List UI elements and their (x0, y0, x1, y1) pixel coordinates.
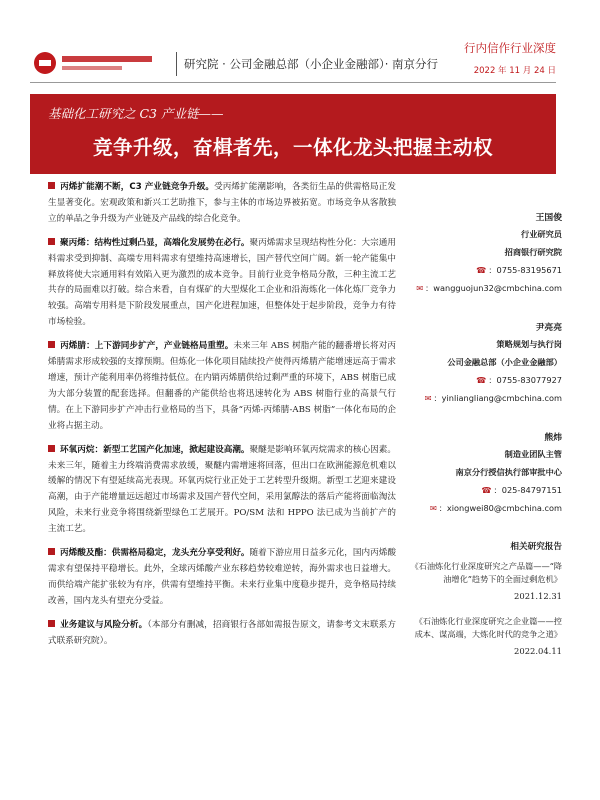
paragraph-lead: 环氧丙烷：新型工艺国产化加速，掀起建设高潮。 (60, 444, 250, 455)
cmb-logo (30, 48, 170, 78)
author-email[interactable]: ✉ ：wangguojun32@cmbchina.com (416, 283, 562, 293)
banner-subtitle: 基础化工研究之 C3 产业链—— (48, 106, 224, 121)
author-block (410, 320, 562, 404)
author-phone: ☎ ：0755-83077927 (476, 375, 562, 385)
main-content (48, 180, 396, 657)
report-date: 2022 年 11 月 24 日 (473, 66, 556, 76)
author-email[interactable]: ✉ ：yinliangliang@cmbchina.com (424, 393, 562, 403)
paragraph-text: 未来三年 ABS 树脂产能的翻番增长将对丙烯腈需求形成较强的支撑预期。但炼化一体化项目陆续投产使得丙烯腈产能增速远高于需求增速，预计产能利用率仍将维持低位。在内销丙烯腈供给过剩严重的环境下，ABS 树脂已成为大部分装置的配套选择。但翻番的产能供给也将迅速转化为 ABS 树脂行业的高景气行情。在上下游同步扩产冲击行业格局的当下，具备“丙烯-丙烯腈-ABS 树脂”一体化布局的企业将占据主动。 (48, 341, 396, 431)
bullet-icon (48, 341, 55, 348)
related-report-title: 《石油炼化行业深度研究之企业篇——控成本、谋高端，大炼化时代的竞争之道》 (414, 616, 562, 639)
phone-icon: ☎ (476, 375, 487, 385)
bullet-icon (48, 445, 55, 452)
email-icon: ✉ (416, 283, 424, 293)
bullet-icon (48, 238, 55, 245)
author-block (410, 210, 562, 294)
email-icon: ✉ (429, 503, 437, 513)
related-heading: 相关研究报告 (510, 542, 562, 552)
header-divider (176, 52, 177, 76)
header-department: 研究院 · 公司金融总部（小企业金融部）· 南京分行 (184, 57, 439, 71)
related-report-item[interactable] (410, 560, 562, 603)
header-right (464, 40, 556, 76)
related-reports (410, 540, 562, 670)
paragraph (48, 546, 396, 610)
related-report-item[interactable] (410, 615, 562, 658)
bullet-icon (48, 548, 55, 555)
email-icon: ✉ (424, 393, 432, 403)
paragraph (48, 618, 396, 650)
author-block (410, 430, 562, 514)
paragraph-text: 聚醚是影响环氧丙烷需求的核心因素。未来三年，随着主力终端消费需求放缓，聚醚内需增速将回落，但出口在欧洲能源危机难以缓解的情况下有望延续高光表现。环氧丙烷行业正处于工艺转型升级期。新型工艺迎来建设高潮，由于产能增量远远超过市场需求及国产替代空间，采用氯醇法的落后产能将面临淘汰风险，未来行业竞争将围绕新型绿色工艺展开。PO/SM 法和 HPPO 法已成为当前扩产的主流工艺。 (48, 444, 396, 535)
author-title: 行业研究员 (521, 229, 562, 239)
paragraph-text: 聚丙烯需求呈现结构性分化：大宗通用料需求受到抑制、高端专用料需求有望维持高速增长，国产替代空间广阔。新一轮产能集中释放将使大宗通用料有效陷入更为激烈的成本竞争。目前行业竞争格局分散，三种主流工艺共存的局面难以打破。综合来看，自有煤矿的大型煤化工企业和沿海炼化一体化炼厂竞争力较强。高端专用料是下阶段发展重点，国产化进程加速，但整体处于起步阶段，竞争力有待市场检验。 (48, 237, 396, 328)
paragraph-lead: 丙烯酸及酯：供需格局稳定，龙头充分享受利好。 (60, 548, 250, 559)
author-title: 策略规划与执行岗 (496, 339, 562, 349)
author-org: 招商银行研究院 (504, 247, 562, 257)
paragraph-text: 受丙烯扩能潮影响，各类衍生品的供需格局正发生显著变化。宏观政策和新兴工艺助推下，参与主体的市场边界被拓宽。市场竞争从客散独立的单品之争升级为产业链及产品线的综合化竞争。 (48, 182, 396, 224)
bullet-icon (48, 182, 55, 189)
paragraph (48, 180, 396, 228)
author-name: 尹亮亮 (535, 323, 562, 333)
paragraph (48, 339, 396, 434)
author-phone: ☎ ：0755-83195671 (476, 265, 562, 275)
paragraph (48, 443, 396, 538)
author-phone: ☎ ：025-84797151 (481, 485, 562, 495)
author-name: 熊炜 (544, 433, 562, 443)
paragraph (48, 236, 396, 331)
report-type: 行内信作行业深度 (464, 41, 556, 55)
author-sidebar (410, 210, 562, 540)
paragraph-lead: 聚丙烯：结构性过剩凸显，高端化发展势在必行。 (60, 237, 250, 248)
phone-icon: ☎ (476, 265, 487, 275)
bullet-icon (48, 620, 55, 627)
author-email[interactable]: ✉ ：xiongwei80@cmbchina.com (429, 503, 562, 513)
title-banner (30, 94, 556, 174)
related-report-date: 2022.04.11 (514, 646, 562, 656)
paragraph-lead: 丙烯扩能潮不断，C3 产业链竞争升级。 (60, 182, 215, 192)
header-rule (30, 82, 556, 83)
author-name: 王国俊 (535, 213, 562, 223)
paragraph-lead: 业务建议与风险分析。 (60, 619, 148, 630)
author-title: 制造业团队主管 (504, 449, 562, 459)
author-org: 南京分行授信执行部审批中心 (455, 467, 562, 477)
phone-icon: ☎ (481, 485, 492, 495)
paragraph-text: 随着下游应用日益多元化，国内丙烯酸需求有望保持平稳增长。此外，全球丙烯酸产业东移趋势较难逆转，海外需求也日益增大。而供给端产能扩张较为有序，供需有望维持平衡。未来行业集中度稳步提升，竞争格局持续改善，国内龙头有望充分受益。 (48, 548, 396, 606)
related-report-date: 2021.12.31 (514, 591, 562, 601)
paragraph-text: （本部分有删减，招商银行各部如需报告原文，请参考文末联系方式联系研究院）。 (48, 619, 396, 646)
related-report-title: 《石油炼化行业深度研究之产品篇——“降油增化”趋势下的全面过剩危机》 (410, 561, 562, 584)
report-title: 竞争升级，奋楫者先，一体化龙头把握主动权 (92, 136, 493, 159)
author-org: 公司金融总部（小企业金融部） (447, 357, 562, 367)
paragraph-lead: 丙烯腈：上下游同步扩产，产业链格局重塑。 (60, 341, 234, 352)
